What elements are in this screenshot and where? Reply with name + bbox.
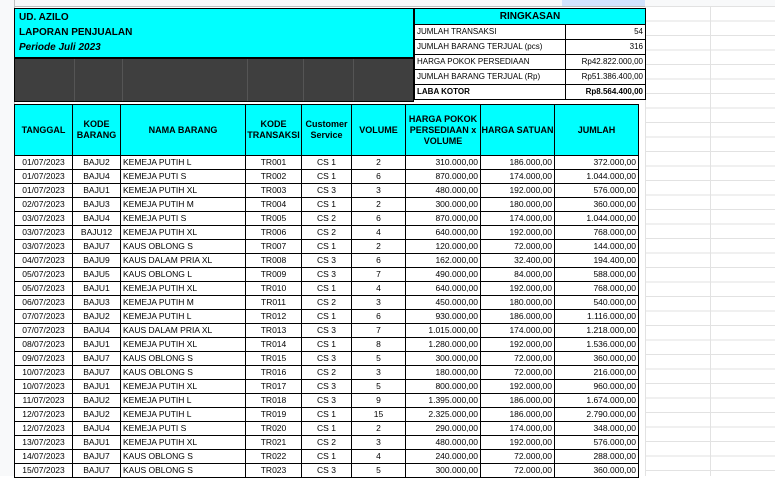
table-cell[interactable]: TR020 [246,422,302,436]
table-cell[interactable]: 348.000,00 [555,422,639,436]
table-cell[interactable]: 8 [352,338,406,352]
table-cell[interactable]: 05/07/2023 [14,268,73,282]
summary-value: 54 [634,27,643,36]
table-cell[interactable]: CS 3 [302,464,352,478]
table-cell[interactable]: BAJU12 [73,226,121,240]
table-cell[interactable]: 186.000,00 [481,156,555,170]
table-cell[interactable]: 540.000,00 [555,296,639,310]
summary-row[interactable] [414,85,646,100]
table-cell[interactable]: 6 [352,212,406,226]
table-cell[interactable]: 480.000,00 [406,184,481,198]
table-cell[interactable]: 72.000,00 [481,464,555,478]
table-cell[interactable]: 03/07/2023 [14,240,73,254]
table-header [14,104,639,156]
table-cell[interactable]: 640.000,00 [406,226,481,240]
table-cell[interactable]: TR010 [246,282,302,296]
table-cell[interactable]: CS 1 [302,338,352,352]
table-cell[interactable]: 120.000,00 [406,240,481,254]
table-cell[interactable]: 186.000,00 [481,310,555,324]
table-cell[interactable]: 288.000,00 [555,450,639,464]
table-cell[interactable]: 1.015.000,00 [406,324,481,338]
table-cell[interactable]: 450.000,00 [406,296,481,310]
table-row [14,352,639,366]
table-cell[interactable]: KEMEJA PUTIH XL [121,338,246,352]
table-cell[interactable]: 360.000,00 [555,352,639,366]
table-cell[interactable]: KAUS OBLONG S [121,450,246,464]
table-cell[interactable]: 1.674.000,00 [555,394,639,408]
table-cell[interactable]: 174.000,00 [481,170,555,184]
summary-row[interactable] [414,25,646,40]
selected-column-indicator [562,0,645,6]
summary-label: JUMLAH BARANG TERJUAL (Rp) [415,70,566,84]
sales-table-body [14,156,639,478]
table-cell[interactable]: 12/07/2023 [14,408,73,422]
table-cell[interactable]: BAJU2 [73,394,121,408]
summary-row[interactable] [414,70,646,85]
table-cell[interactable]: 6 [352,254,406,268]
table-cell[interactable]: 588.000,00 [555,268,639,282]
table-cell[interactable]: KEMEJA PUTIH M [121,296,246,310]
table-cell[interactable]: CS 1 [302,170,352,184]
table-cell[interactable]: 2.790.000,00 [555,408,639,422]
table-cell[interactable]: 490.000,00 [406,268,481,282]
table-row [14,226,639,240]
summary-value: Rp42.822.000,00 [581,57,643,66]
table-cell[interactable]: 174.000,00 [481,324,555,338]
table-cell[interactable]: 72.000,00 [481,366,555,380]
table-cell[interactable]: 372.000,00 [555,156,639,170]
table-cell[interactable]: TR015 [246,352,302,366]
table-cell[interactable]: CS 1 [302,156,352,170]
table-cell[interactable]: KEMEJA PUTIH XL [121,380,246,394]
table-cell[interactable]: CS 3 [302,268,352,282]
table-cell[interactable]: 3 [352,436,406,450]
table-cell[interactable]: TR014 [246,338,302,352]
table-cell[interactable]: TR004 [246,198,302,212]
report-title-block[interactable] [14,8,414,58]
table-cell[interactable]: TR023 [246,464,302,478]
empty-cell-grid[interactable] [645,6,775,476]
table-cell[interactable]: 162.000,00 [406,254,481,268]
table-row [14,366,639,380]
table-cell[interactable]: 768.000,00 [555,226,639,240]
column-header[interactable]: NAMA BARANG [121,104,246,156]
table-row [14,268,639,282]
table-cell[interactable]: 2 [352,198,406,212]
table-cell[interactable]: BAJU2 [73,156,121,170]
table-cell[interactable]: 13/07/2023 [14,436,73,450]
table-cell[interactable]: BAJU4 [73,422,121,436]
table-cell[interactable]: 186.000,00 [481,394,555,408]
table-cell[interactable]: BAJU1 [73,184,121,198]
table-cell[interactable]: 180.000,00 [481,296,555,310]
table-cell[interactable]: 01/07/2023 [14,184,73,198]
table-cell[interactable]: 1.218.000,00 [555,324,639,338]
table-cell[interactable]: KAUS OBLONG S [121,240,246,254]
table-cell[interactable]: KAUS OBLONG S [121,352,246,366]
table-cell[interactable]: 3 [352,296,406,310]
report-period: Periode Juli 2023 [19,42,101,53]
summary-row[interactable] [414,55,646,70]
summary-label: JUMLAH TRANSAKSI [415,25,566,39]
table-cell[interactable]: 2 [352,240,406,254]
table-cell[interactable]: 12/07/2023 [14,422,73,436]
table-cell[interactable]: TR002 [246,170,302,184]
table-cell[interactable]: TR016 [246,366,302,380]
table-cell[interactable]: 300.000,00 [406,352,481,366]
table-cell[interactable]: TR007 [246,240,302,254]
table-row [14,254,639,268]
table-row [14,240,639,254]
table-cell[interactable]: 640.000,00 [406,282,481,296]
table-cell[interactable]: 5 [352,464,406,478]
table-cell[interactable]: BAJU7 [73,352,121,366]
table-cell[interactable]: BAJU1 [73,380,121,394]
table-cell[interactable]: 1.116.000,00 [555,310,639,324]
table-cell[interactable]: 576.000,00 [555,436,639,450]
table-row [14,380,639,394]
table-cell[interactable]: 03/07/2023 [14,226,73,240]
table-cell[interactable]: 144.000,00 [555,240,639,254]
table-cell[interactable]: 4 [352,450,406,464]
table-cell[interactable]: CS 1 [302,450,352,464]
table-cell[interactable]: 174.000,00 [481,212,555,226]
table-cell[interactable]: BAJU3 [73,296,121,310]
table-cell[interactable]: BAJU7 [73,450,121,464]
table-cell[interactable]: CS 3 [302,394,352,408]
table-cell[interactable]: 72.000,00 [481,240,555,254]
table-cell[interactable]: 194.400,00 [555,254,639,268]
table-cell[interactable]: 1.044.000,00 [555,170,639,184]
column-header[interactable]: JUMLAH [555,104,639,156]
table-cell[interactable]: 7 [352,268,406,282]
table-cell[interactable]: 72.000,00 [481,352,555,366]
summary-label: JUMLAH BARANG TERJUAL (pcs) [415,40,566,54]
column-header[interactable]: KODE TRANSAKSI [246,104,302,156]
table-cell[interactable]: 192.000,00 [481,436,555,450]
table-row [14,436,639,450]
column-header[interactable]: HARGA POKOK PERSEDIAAN x VOLUME [406,104,481,156]
table-cell[interactable]: 4 [352,282,406,296]
table-cell[interactable]: 84.000,00 [481,268,555,282]
table-cell[interactable]: 09/07/2023 [14,352,73,366]
table-cell[interactable]: 310.000,00 [406,156,481,170]
report-title: LAPORAN PENJUALAN [19,27,133,38]
table-cell[interactable]: 04/07/2023 [14,254,73,268]
table-cell[interactable]: KEMEJA PUTIH L [121,310,246,324]
summary-value: 316 [629,42,643,51]
table-cell[interactable]: TR011 [246,296,302,310]
table-cell[interactable]: 15 [352,408,406,422]
table-row [14,394,639,408]
table-cell[interactable]: 14/07/2023 [14,450,73,464]
table-cell[interactable]: CS 3 [302,380,352,394]
table-cell[interactable]: KEMEJA PUTIH XL [121,184,246,198]
table-cell[interactable]: BAJU1 [73,436,121,450]
table-cell[interactable]: TR022 [246,450,302,464]
table-cell[interactable]: TR012 [246,310,302,324]
table-cell[interactable]: 06/07/2023 [14,296,73,310]
table-cell[interactable]: CS 2 [302,436,352,450]
table-cell[interactable]: BAJU4 [73,170,121,184]
table-cell[interactable]: CS 3 [302,324,352,338]
column-header[interactable]: VOLUME [352,104,406,156]
table-cell[interactable]: KEMEJA PUTIH XL [121,436,246,450]
table-cell[interactable]: 4 [352,226,406,240]
table-cell[interactable]: BAJU4 [73,212,121,226]
table-cell[interactable]: 1.044.000,00 [555,212,639,226]
column-header[interactable]: HARGA SATUAN [481,104,555,156]
table-cell[interactable]: 300.000,00 [406,464,481,478]
table-cell[interactable]: 07/07/2023 [14,310,73,324]
table-cell[interactable]: 2 [352,422,406,436]
table-cell[interactable]: 9 [352,394,406,408]
table-cell[interactable]: TR009 [246,268,302,282]
table-cell[interactable]: BAJU7 [73,366,121,380]
table-cell[interactable]: BAJU7 [73,240,121,254]
table-cell[interactable]: KEMEJA PUTIH L [121,394,246,408]
table-cell[interactable]: 32.400,00 [481,254,555,268]
table-cell[interactable]: 07/07/2023 [14,324,73,338]
table-cell[interactable]: CS 3 [302,184,352,198]
table-cell[interactable]: 930.000,00 [406,310,481,324]
table-cell[interactable]: 03/07/2023 [14,212,73,226]
table-cell[interactable]: 01/07/2023 [14,170,73,184]
column-header[interactable]: KODE BARANG [73,104,121,156]
table-row [14,184,639,198]
table-cell[interactable]: 2 [352,156,406,170]
table-cell[interactable]: CS 2 [302,226,352,240]
table-cell[interactable]: TR008 [246,254,302,268]
row-header-strip[interactable] [0,0,15,476]
table-cell[interactable]: 11/07/2023 [14,394,73,408]
table-cell[interactable]: KEMEJA PUTIH M [121,198,246,212]
table-row [14,296,639,310]
summary-value: Rp51.386.400,00 [581,72,643,81]
table-cell[interactable]: 768.000,00 [555,282,639,296]
table-cell[interactable]: CS 2 [302,212,352,226]
summary-label: LABA KOTOR [415,85,566,99]
table-cell[interactable]: KEMEJA PUTI S [121,212,246,226]
table-cell[interactable]: 216.000,00 [555,366,639,380]
table-cell[interactable]: TR013 [246,324,302,338]
table-cell[interactable]: 174.000,00 [481,422,555,436]
table-cell[interactable]: KAUS OBLONG S [121,366,246,380]
table-cell[interactable]: BAJU2 [73,408,121,422]
column-header[interactable]: TANGGAL [14,104,73,156]
table-cell[interactable]: CS 1 [302,282,352,296]
table-cell[interactable]: 192.000,00 [481,380,555,394]
table-cell[interactable]: 05/07/2023 [14,282,73,296]
table-cell[interactable]: TR018 [246,394,302,408]
table-row [14,212,639,226]
table-cell[interactable]: 290.000,00 [406,422,481,436]
table-cell[interactable]: 01/07/2023 [14,156,73,170]
table-cell[interactable]: 192.000,00 [481,184,555,198]
table-cell[interactable]: 870.000,00 [406,212,481,226]
table-cell[interactable]: CS 3 [302,254,352,268]
table-cell[interactable]: 5 [352,352,406,366]
table-row [14,450,639,464]
table-cell[interactable]: CS 3 [302,352,352,366]
summary-value: Rp8.564.400,00 [585,87,643,96]
table-cell[interactable]: KEMEJA PUTI S [121,422,246,436]
table-cell[interactable]: 3 [352,184,406,198]
table-cell[interactable]: CS 2 [302,366,352,380]
table-cell[interactable]: 3 [352,366,406,380]
table-cell[interactable]: 192.000,00 [481,226,555,240]
table-cell[interactable]: BAJU9 [73,254,121,268]
table-cell[interactable]: 10/07/2023 [14,366,73,380]
table-row [14,338,639,352]
table-cell[interactable]: BAJU1 [73,338,121,352]
table-cell[interactable]: 240.000,00 [406,450,481,464]
table-cell[interactable]: KEMEJA PUTIH L [121,408,246,422]
table-cell[interactable]: 10/07/2023 [14,380,73,394]
table-cell[interactable]: 192.000,00 [481,282,555,296]
table-cell[interactable]: KEMEJA PUTIH XL [121,282,246,296]
table-cell[interactable]: 6 [352,310,406,324]
table-cell[interactable]: KEMEJA PUTIH L [121,156,246,170]
table-cell[interactable]: BAJU3 [73,198,121,212]
table-row [14,170,639,184]
table-cell[interactable]: 02/07/2023 [14,198,73,212]
column-header[interactable]: Customer Service [302,104,352,156]
summary-row[interactable] [414,40,646,55]
summary-title[interactable]: RINGKASAN [414,8,646,25]
table-cell[interactable]: KEMEJA PUTI S [121,170,246,184]
dark-filler-block [14,58,414,102]
table-cell[interactable]: BAJU7 [73,464,121,478]
table-cell[interactable]: 72.000,00 [481,450,555,464]
table-cell[interactable]: TR017 [246,380,302,394]
table-cell[interactable]: CS 1 [302,310,352,324]
table-cell[interactable]: 360.000,00 [555,198,639,212]
table-row [14,408,639,422]
table-cell[interactable]: KAUS DALAM PRIA XL [121,254,246,268]
table-cell[interactable]: 5 [352,380,406,394]
table-row [14,282,639,296]
table-cell[interactable]: 180.000,00 [481,198,555,212]
table-cell[interactable]: BAJU2 [73,310,121,324]
table-cell[interactable]: 2.325.000,00 [406,408,481,422]
table-cell[interactable]: CS 1 [302,408,352,422]
table-row [14,422,639,436]
table-cell[interactable]: CS 1 [302,240,352,254]
table-cell[interactable]: TR003 [246,184,302,198]
company-name: UD. AZILO [19,12,69,23]
table-row [14,324,639,338]
table-cell[interactable]: 360.000,00 [555,464,639,478]
table-cell[interactable]: BAJU5 [73,268,121,282]
table-cell[interactable]: KAUS OBLONG L [121,268,246,282]
table-cell[interactable]: 1.536.000,00 [555,338,639,352]
table-cell[interactable]: TR005 [246,212,302,226]
summary-label: HARGA POKOK PERSEDIAAN [415,55,566,69]
table-cell[interactable]: KEMEJA PUTIH XL [121,226,246,240]
table-cell[interactable]: 1.395.000,00 [406,394,481,408]
table-cell[interactable]: TR019 [246,408,302,422]
table-cell[interactable]: 7 [352,324,406,338]
table-row [14,198,639,212]
table-cell[interactable]: 15/07/2023 [14,464,73,478]
table-cell[interactable]: BAJU4 [73,324,121,338]
table-cell[interactable]: CS 1 [302,198,352,212]
table-row [14,310,639,324]
table-cell[interactable]: 186.000,00 [481,408,555,422]
table-cell[interactable]: 300.000,00 [406,198,481,212]
table-cell[interactable]: TR006 [246,226,302,240]
table-cell[interactable]: CS 2 [302,296,352,310]
table-cell[interactable]: 08/07/2023 [14,338,73,352]
table-row [14,156,639,170]
table-cell[interactable]: 480.000,00 [406,436,481,450]
table-cell[interactable]: CS 1 [302,422,352,436]
table-cell[interactable]: 6 [352,170,406,184]
table-cell[interactable]: TR021 [246,436,302,450]
table-cell[interactable]: 960.000,00 [555,380,639,394]
table-cell[interactable]: 576.000,00 [555,184,639,198]
table-cell[interactable]: 1.280.000,00 [406,338,481,352]
table-cell[interactable]: BAJU1 [73,282,121,296]
table-cell[interactable]: 192.000,00 [481,338,555,352]
table-cell[interactable]: TR001 [246,156,302,170]
table-cell[interactable]: 800.000,00 [406,380,481,394]
table-cell[interactable]: KAUS DALAM PRIA XL [121,324,246,338]
table-cell[interactable]: 180.000,00 [406,366,481,380]
table-cell[interactable]: 870.000,00 [406,170,481,184]
table-cell[interactable]: KAUS OBLONG S [121,464,246,478]
